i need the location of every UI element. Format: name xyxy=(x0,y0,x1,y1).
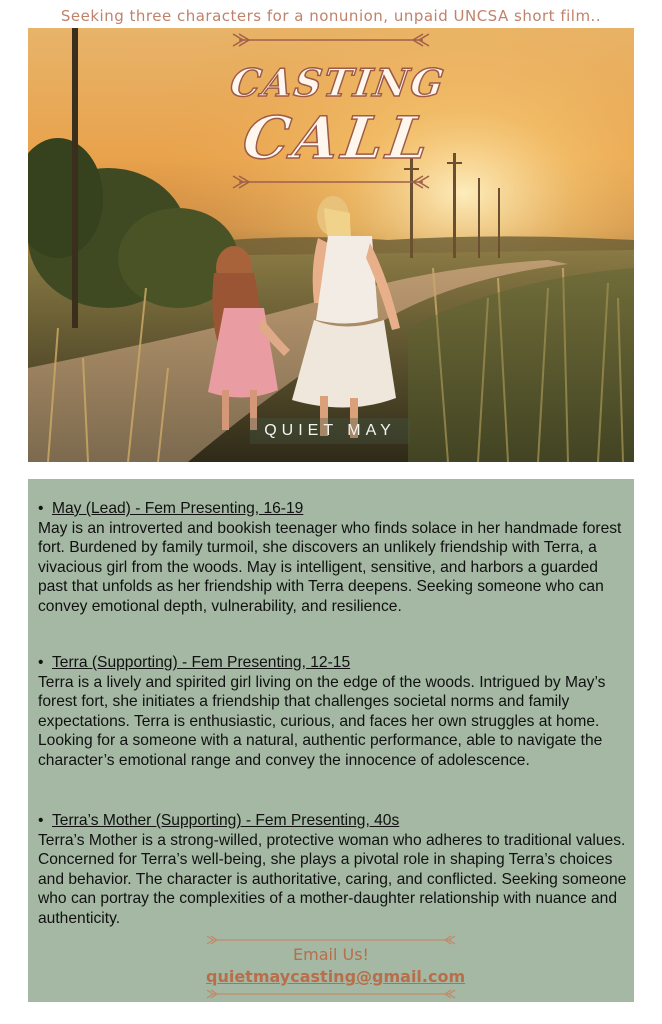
bullet-icon: • xyxy=(38,500,44,517)
hero-image xyxy=(28,28,634,462)
roles-panel xyxy=(28,479,634,1002)
title-line-casting: CASTING xyxy=(227,60,449,105)
role-terras-mother xyxy=(38,811,628,929)
role-description: May is an introverted and bookish teenager who finds solace in her handmade forest fort. Burdened by family turmoil, she discovers an unlikely friendship with Terra, a vivacious girl from the woods. May is intelligent, sensitive, and harbors a guarded past that unfolds as her friendship with Terra deepens. Seeking someone who can convey emotional depth, vulnerability, and resilience. xyxy=(38,519,622,615)
role-heading-text: May (Lead) - Fem Presenting, 16-19 xyxy=(52,500,304,517)
role-heading xyxy=(38,811,628,831)
arrow-divider-email-bottom xyxy=(206,989,456,999)
role-heading-text: Terra’s Mother (Supporting) - Fem Presenting, 40s xyxy=(52,812,400,829)
tagline: Seeking three characters for a nonunion, unpaid UNCSA short film.. xyxy=(60,7,602,25)
role-description: Terra is a lively and spirited girl living on the edge of the woods. Intrigued by May’s forest fort, she initiates a friendship that challenges societal norms and family expectations. Terra is enthusiastic, curious, and faces her own struggles at home. Looking for a someone with a natural, authentic performance, able to navigate the character’s emotional range and convey the innocence of adolescence. xyxy=(38,673,606,769)
role-description: Terra’s Mother is a strong-willed, protective woman who adheres to traditional values. Concerned for Terra’s well-being, she plays a pivotal role in shaping Terra’s choices and behavior. The character is authoritative, caring, and conflicted. Seeking someone who can portray the complexities of a mother-daughter relationship with nuance and authenticity. xyxy=(38,831,627,927)
film-title: QUIET MAY xyxy=(250,418,410,444)
role-may xyxy=(38,499,628,617)
role-heading xyxy=(38,499,628,519)
title-line-call: CALL xyxy=(238,104,438,172)
role-heading xyxy=(38,653,628,673)
arrow-divider-bottom xyxy=(231,174,431,190)
email-link[interactable]: quietmaycasting@gmail.com xyxy=(206,967,466,986)
role-heading-text: Terra (Supporting) - Fem Presenting, 12-15 xyxy=(52,654,351,671)
email-label: Email Us! xyxy=(293,945,369,964)
contact-box xyxy=(206,939,466,995)
arrow-divider-email-top xyxy=(206,935,456,945)
bullet-icon: • xyxy=(38,654,44,671)
role-terra xyxy=(38,653,628,771)
bullet-icon: • xyxy=(38,812,44,829)
casting-call-title xyxy=(228,28,448,198)
